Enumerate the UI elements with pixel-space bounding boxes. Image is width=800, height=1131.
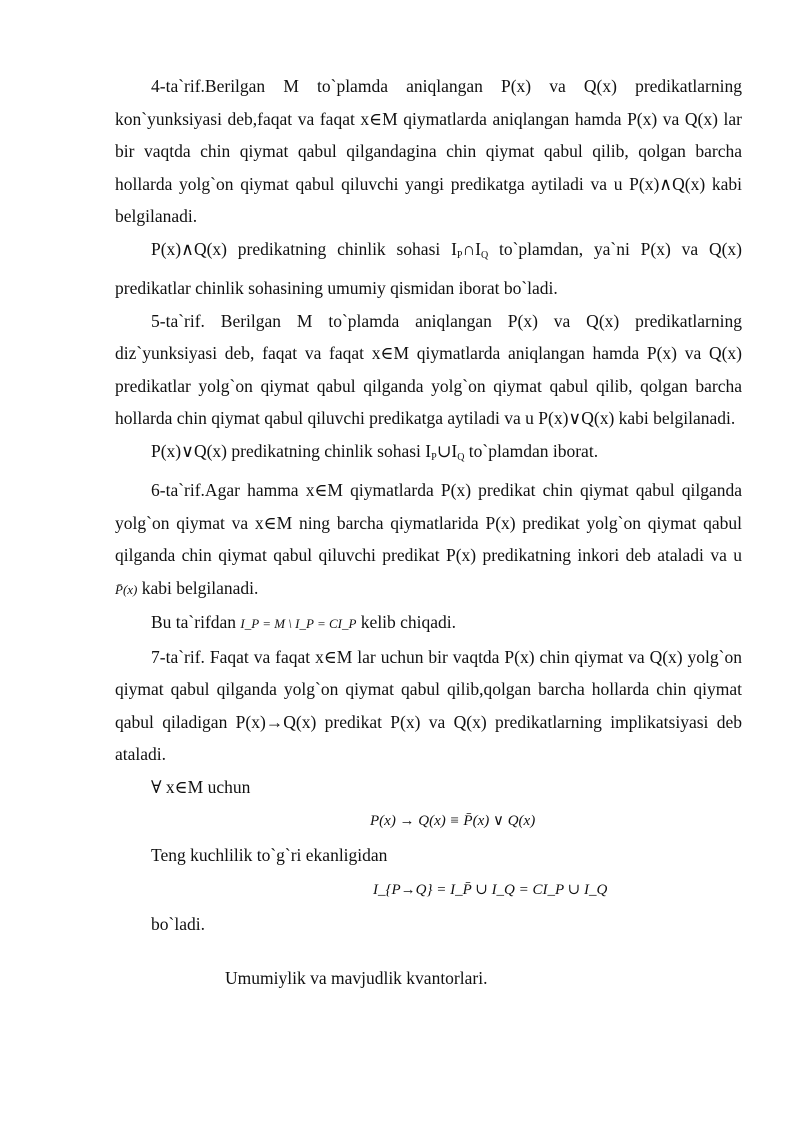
equivalence-line: Teng kuchlilik to`g`ri ekanligidan <box>151 845 388 865</box>
definition-7: 7-ta`rif. Faqat va faqat x∈M lar uchun bir vaqtda P(x) chin qiymat va Q(x) yolg`on qiymat qabul qilganda yolg`on qiymat qabul qilib,qolgan barcha hollarda chin qiymat qabul qiladigan P(x)→Q(x) predikat P(x) va Q(x) predikatlarning implikatsiyasi deb ataladi. <box>115 646 742 764</box>
definition-4: 4-ta`rif.Berilgan M to`plamda aniqlangan P(x) va Q(x) predikatlarning kon`yunksiyasi deb,faqat va faqat x∈M qiymatlarda aniqlangan hamda P(x) va Q(x) lar bir vaqtda chin qiymat qabul qilgandagina chin qiymat qabul qilib, qolgan barcha hollarda yolg`on qiymat qabul qiluvchi yangi predikatga aytiladi va u P(x)∧Q(x) kabi belgilanadi. <box>115 76 742 226</box>
complement-formula: I_P = M \ I_P = CI_P <box>240 616 357 631</box>
forall-line: ∀ x∈M uchun <box>151 776 251 797</box>
truth-set-formula: I_{P→Q} = I_P̄ ∪ I_Q = CI_P ∪ I_Q <box>373 881 608 898</box>
negation-formula: P̄(x) <box>115 581 138 597</box>
definition-5-note: P(x)∨Q(x) predikatning chinlik sohasi $I_P\cup I_Q$ to`plamdan iborat. <box>151 440 599 463</box>
definition-6-consequence: Bu ta`rifdan I_P = M \ I_P = CI_P kelib chiqadi. <box>151 612 457 632</box>
definition-6: 6-ta`rif.Agar hamma x∈M qiymatlarda P(x) predikat chin qiymat qabul qilganda yolg`on qiymat va x∈M ning barcha qiymatlarida P(x) predikat yolg`on qiymat qabul qilganda chin qiymat qabul qiluvchi predikat P(x) predikatning inkori deb ataladi va u P̄(x) kabi belgilanadi. <box>115 480 742 598</box>
definition-5: 5-ta`rif. Berilgan M to`plamda aniqlangan P(x) va Q(x) predikatlarning diz`yunksiyasi deb, faqat va faqat x∈M qiymatlarda aniqlangan hamda P(x) va Q(x) predikatlar yolg`on qiymat qabul qilganda yolg`on qiymat qabul qilib, qolgan barcha hollarda chin qiymat qabul qiluvchi predikatga aytiladi va u P(x)∨Q(x) kabi belgilanadi. <box>115 310 742 428</box>
section-heading: Umumiylik va mavjudlik kvantorlari. <box>225 968 488 988</box>
definition-4-note: P(x)∧Q(x) predikatning chinlik sohasi $I_P\cap I_Q$ to`plamdan, ya`ni P(x) va Q(x) predikatlar chinlik sohasining umumiy qismidan iborat bo`ladi. <box>115 238 742 298</box>
document-page <box>115 70 742 995</box>
implication-formula: P(x) → Q(x) ≡ P̄(x) ∨ Q(x) <box>370 813 536 829</box>
boladi-line: bo`ladi. <box>151 913 205 934</box>
